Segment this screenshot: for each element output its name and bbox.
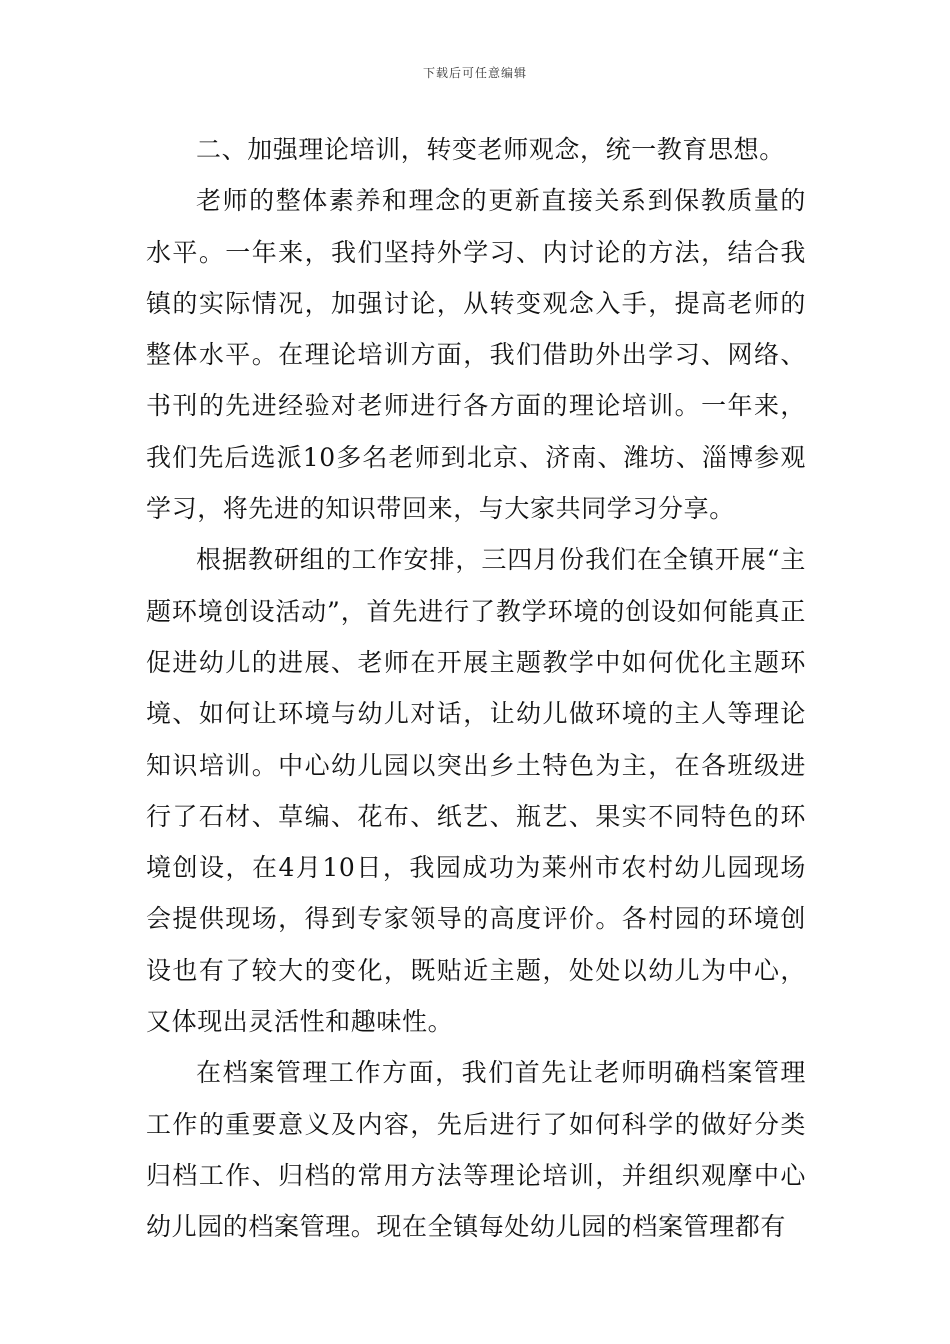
paragraph-archive-management: 在档案管理工作方面，我们首先让老师明确档案管理工作的重要意义及内容，先后进行了如何科学的做好分类归档工作、归档的常用方法等理论培训，并组织观摩中心幼儿园的档案管理。现在全镇每处幼儿园的档案管理都有 [146, 1058, 806, 1242]
document-body [146, 124, 806, 1253]
section-heading: 二、加强理论培训，转变老师观念，统一教育思想。 [196, 135, 785, 164]
paragraph-teacher-training: 老师的整体素养和理念的更新直接关系到保教质量的水平。一年来，我们坚持外学习、内讨论的方法，结合我镇的实际情况，加强讨论，从转变观念入手，提高老师的整体水平。在理论培训方面，我们借助外出学习、网络、书刊的先进经验对老师进行各方面的理论培训。一年来，我们先后选派10多名老师到北京、济南、潍坊、淄博参观学习，将先进的知识带回来，与大家共同学习分享。 [146, 186, 806, 524]
paragraph-environment-creation: 根据教研组的工作安排，三四月份我们在全镇开展“主题环境创设活动”，首先进行了教学环境的创设如何能真正促进幼儿的进展、老师在开展主题教学中如何优化主题环境、如何让环境与幼儿对话，让幼儿做环境的主人等理论知识培训。中心幼儿园以突出乡土特色为主，在各班级进行了石材、草编、花布、纸艺、瓶艺、果实不同特色的环境创设，在4月10日，我园成功为莱州市农村幼儿园现场会提供现场，得到专家领导的高度评价。各村园的环境创设也有了较大的变化，既贴近主题，处处以幼儿为中心，又体现出灵活性和趣味性。 [146, 545, 806, 1037]
page-header-note: 下载后可任意编辑 [422, 66, 527, 80]
